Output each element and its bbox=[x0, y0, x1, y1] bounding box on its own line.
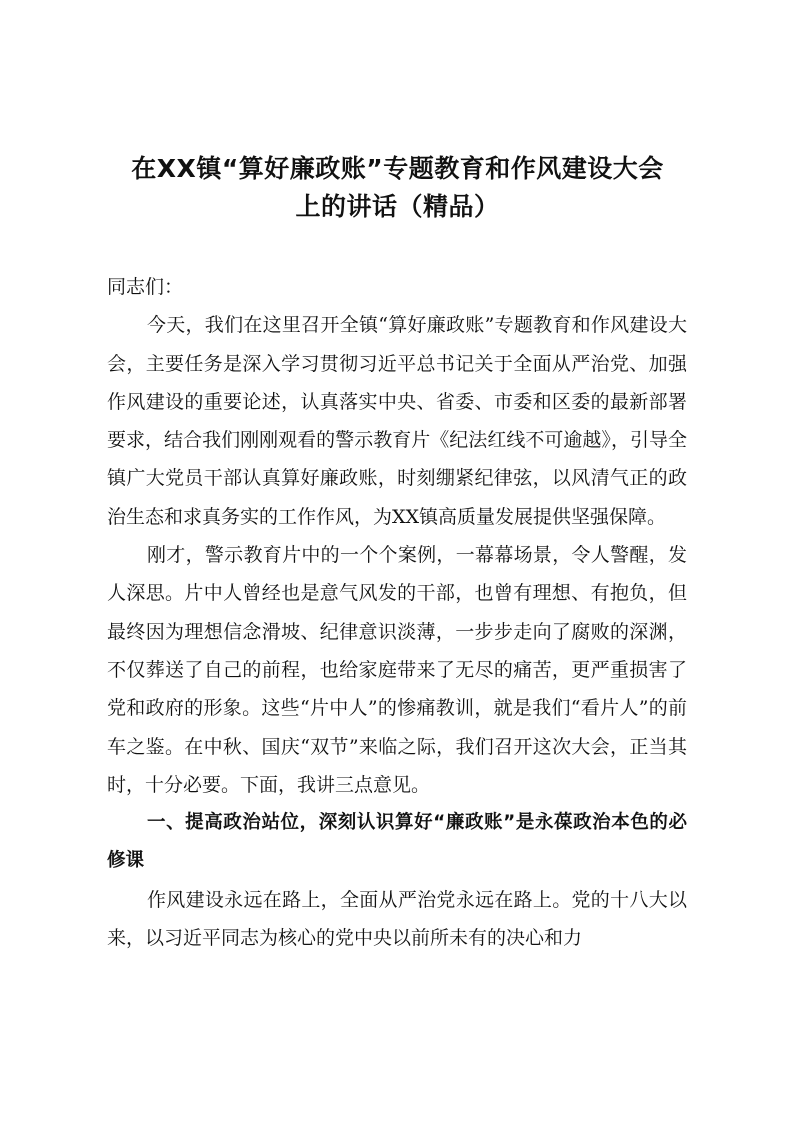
title-line-2: 上的讲话（精品） bbox=[295, 192, 500, 221]
document-title bbox=[105, 150, 690, 226]
paragraph-3: 作风建设永远在路上，全面从严治党永远在路上。党的十八大以来，以习近平同志为核心的党中央以前所未有的决心和力 bbox=[107, 888, 687, 950]
paragraph-1: 今天，我们在这里召开全镇“算好廉政账”专题教育和作风建设大会，主要任务是深入学习贯彻习近平总书记关于全面从严治党、加强作风建设的重要论述，认真落实中央、省委、市委和区委的最新部署要求，结合我们刚刚观看的警示教育片《纪法红线不可逾越》，引导全镇广大党员干部认真算好廉政账，时刻绷紧纪律弦，以风清气正的政治生态和求真务实的工作作风，为XX镇高质量发展提供坚强保障。 bbox=[107, 314, 687, 528]
title-line-1: 在XX镇“算好廉政账”专题教育和作风建设大会 bbox=[131, 154, 664, 183]
section-heading-1: 一、提高政治站位，深刻认识算好“廉政账”是永葆政治本色的必修课 bbox=[107, 812, 687, 872]
document-body bbox=[107, 268, 687, 957]
paragraph-2: 刚才，警示教育片中的一个个案例，一幕幕场景，令人警醒，发人深思。片中人曾经也是意气风发的干部，也曾有理想、有抱负，但最终因为理想信念滑坡、纪律意识淡薄，一步步走向了腐败的深渊，不仅葬送了自己的前程，也给家庭带来了无尽的痛苦，更严重损害了党和政府的形象。这些“片中人”的惨痛教训，就是我们“看片人”的前车之鉴。在中秋、国庆“双节”来临之际，我们召开这次大会，正当其时，十分必要。下面，我讲三点意见。 bbox=[107, 544, 687, 796]
salutation: 同志们： bbox=[107, 276, 184, 298]
